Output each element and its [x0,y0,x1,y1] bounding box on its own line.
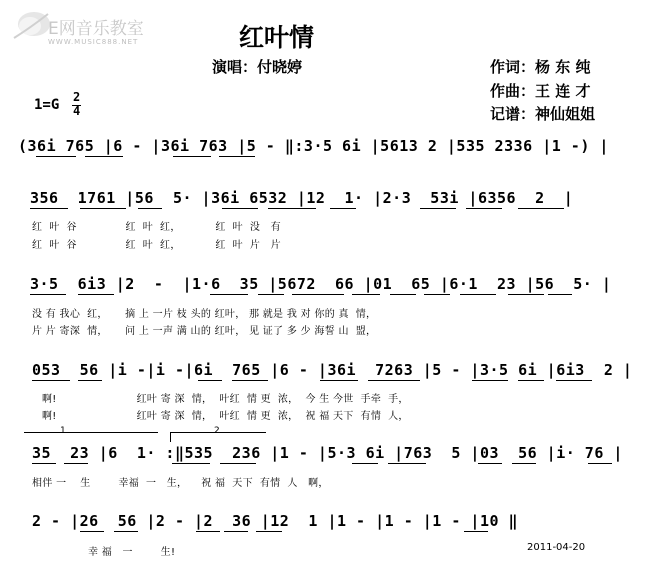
lyrics-verse-1: 红 叶 谷 红 叶 红， 红 叶 没 有 [32,222,281,233]
notation-line: 3·5 6i3 |2 - |1·6 35 |5672 66 |01 65 |6·1 23 |56 5· | [30,275,612,293]
song-title: 红叶情 [239,23,315,52]
lyrics-verse: 相伴 一 生 幸福 一 生， 祝 福 天下 有情 人 啊， [32,478,329,489]
time-top: 2 [73,90,81,104]
lyrics-verse-2: 红 叶 谷 红 叶 红， 红 叶 片 片 [32,240,281,251]
lyrics-verse-1: 啊! 红叶 寄 深 情， 叶红 情 更 浓， 今 生 今世 手牵 手， [42,394,409,405]
notation-line: 356 1761 |56 5· |36i 6532 |12 1· |2·3 53i |6356 2 | [30,189,574,207]
lyrics-verse-2: 片 片 寄深 情， 问 上 一声 满 山的 红叶， 见 证了 多 少 海誓 山 盟， [32,326,377,337]
transcription-date: 2011-04-20 [527,542,586,553]
transcriber-line: 记谱：神仙姐姐 [490,105,596,123]
notation-line: 2 - |26 56 |2 - |2 36 |12 1 |1 - |1 - |1 - |10 ‖ [32,512,519,530]
key-label: 1=G [34,97,60,113]
time-bottom: 4 [73,104,81,118]
volta-1-label: 1 [60,426,67,436]
notation-line: (36i 765 |6 - |36i 763 |5 - ‖:3·5 6i |5613 2 |535 2336 |1 -) | [18,137,609,155]
composer-line: 作曲：王 连 才 [490,82,591,100]
logo-url: WWW.MUSIC888.NET [48,38,139,46]
volta-2-label: 2 [214,426,221,436]
singer-line: 演唱：付晓婷 [212,58,303,76]
volta-1-bracket [24,432,158,433]
lyricist-line: 作词：杨 东 纯 [490,58,591,76]
notation-line: 35 23 |6 1· :‖535 236 |1 - |5·3 6i |763 5 |03 56 |i· 76 | [32,444,623,462]
notation-line: 053 56 |i -|i -|6i 765 |6 - |36i 7263 |5 - |3·5 6i |6i3 2 | [32,361,633,379]
logo-text: E网音乐教室 [48,19,144,39]
lyrics-verse-2: 啊! 红叶 寄 深 情， 叶红 情 更 浓， 祝 福 天下 有情 人， [42,411,409,422]
lyrics-verse: 幸 福 一 生! [88,547,176,558]
lyrics-verse-1: 没 有 我心 红， 摘 上 一片 枝 头的 红叶， 那 就是 我 对 你的 真 情， [32,309,377,320]
